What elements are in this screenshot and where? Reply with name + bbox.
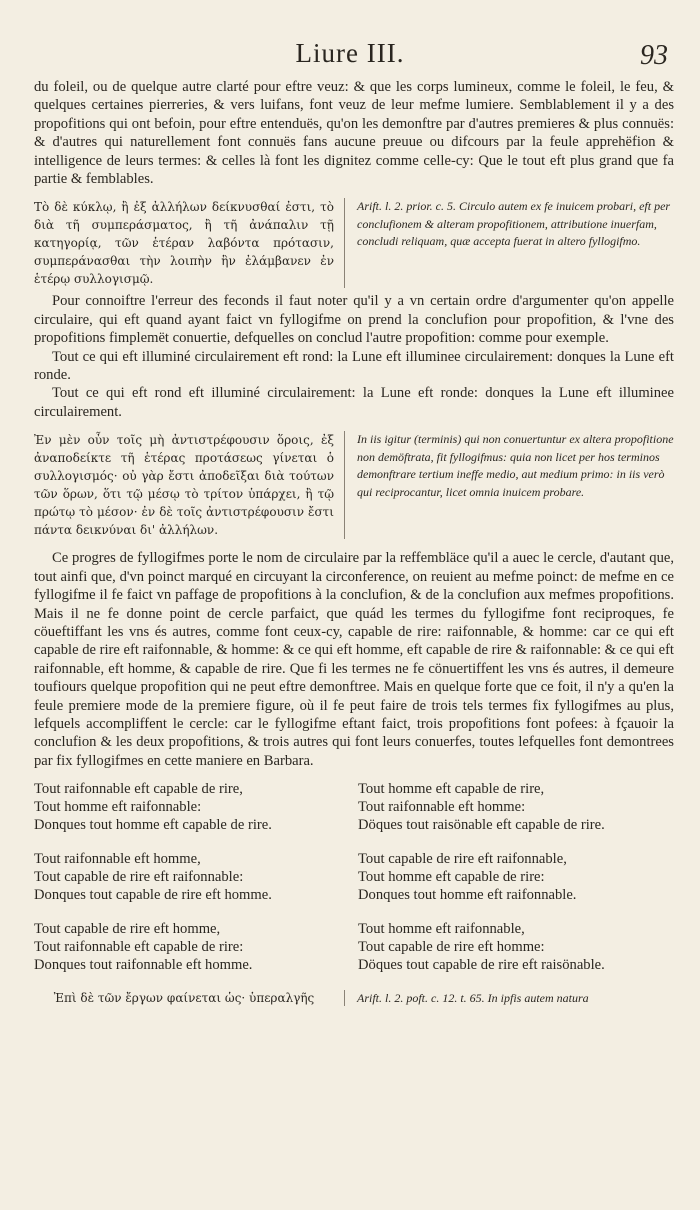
page-number: 93 (640, 40, 668, 71)
syllogism-line: Tout raifonnable eft capable de rire, (34, 781, 243, 798)
paragraph: Tout ce qui eft illuminé circulairement eft rond: la Lune eft illuminee circulairement: donques la Lune eft ronde. (34, 348, 674, 384)
page-header (0, 38, 700, 78)
syllogism-line: Donques tout homme eft capable de rire. (34, 817, 272, 834)
syllogism-left (34, 920, 350, 974)
footer-notes (34, 990, 674, 1006)
latin-citation: Arift. l. 2. prior. c. 5. Circulo autem ex fe inuicem probari, eft per conclufionem & alteram propofitionem, attributione inuerfam, concludi reliquam, quæ accepta fuerat in altero fyllogifmo. (357, 199, 671, 249)
syllogism-line: Tout raifonnable eft capable de rire: (34, 939, 244, 956)
paragraph: Pour connoiftre l'erreur des feconds il faut noter qu'il y a vn certain ordre d'argumenter qu'on appelle circulaire, qui eft quand ayant faict vn fyllogifme on prend la conclufion pour propofition, & l'vne des propofitions fimplemët conuertie, defquelles on conclud l'autre propofition: comme pour exemple. (34, 293, 674, 347)
paragraph: du foleil, ou de quelque autre clarté pour eftre veuz: & que les corps lumineux, comme le foleil, le feu, & quelques certaines pierreries, & vers luifans, font veuz de leur mefme lumiere. Semblablement il y a des propofitions qui ont befoin, pour eftre entenduës, qu'on les demonftre par d'autres premieres & plus connuës: & d'autres qui naturellement font connuës fans aucune preuue ou difcours par la feule apprehëfion & intelligence de leurs termes: & celles là font les dignitez comme celle-cy: Que le tout eft plus grand que fa partie & femblables. (34, 79, 674, 188)
greek-quote: Ἐν μὲν οὖν τοῖς μὴ ἀντιστρέφουσιν ὅροις, ἐξ ἀναποδείκτε τῆ ἑτέρας προτάσεως γίνεται ὁ συλλογισμός· οὐ γὰρ ἔστι ἀποδεῖξαι διὰ τούτων τῶν ὅρων, ὅτι τῷ μέσῳ τὸ τρίτον ὑπάρχει, ἢ τῷ πρώτῳ τὸ μέσον· ἐν δὲ τοῖς ἀντιστρέφουσιν ἔστι πάντα δεικνύναι δι' ἀλλήλων. (34, 431, 345, 539)
quote-block (34, 198, 674, 288)
syllogism-left (34, 780, 350, 834)
latin-footnote: Arift. l. 2. poft. c. 12. t. 65. In ipfis autem natura (357, 991, 589, 1006)
syllogism-line: Tout homme eft raifonnable, (358, 921, 525, 938)
syllogism-line: Donques tout capable de rire eft homme. (34, 887, 272, 904)
quote-block (34, 431, 674, 539)
paragraph: Ce progres de fyllogifmes porte le nom de circulaire par la reffembläce qu'il a auec le cercle, d'autant que, tout ainfi que, d'vn poinct marqué en circuyant la circonference, on reuient au mefme poinct: de mefme en ce fyllogifme il fe faict vn paffage de propofitions à la conclufion, & de la conclufion aux mefmes propofitions. Mais il ne fe donne point de cercle parfaict, que quád les termes du fyllogifme font reciproques, fe cöueftiffant les vns és autres, comme font ceux-cy, capable de rire: raifonnable, & homme: car ce qui eft capable de rire eft raifonnable, & homme: & ce qui eft homme, eft capable de rire & raifonnable: & ce qui eft raifonnable, eft homme, & capable de rire. Que fi les termes ne fe cönuertiffent les vns és autres, il demeure toufiours quelque propofition qui ne peut eftre demonftree. Mais en quelque forte que ce foit, il n'y a qu'en la feule premiere mode de la premiere figure, où il fe peut faire de trois tels termes fix fyllogifmes au plus, lefquels accompliffent le cercle: car le fyllogifme eftant faict, trois propofitions font pofees: à fçauoir la conclufion & les deux propofitions, & trois autres qui font leurs conuerfes, toutes lefquelles font demontrees par fix fyllogifmes en cette maniere en Barbara. (34, 550, 674, 769)
latin-citation: In iis igitur (terminis) qui non conuertuntur ex altera propofitione non demöftrata, fit fyllogifmus: quia non licet per hos terminos demonftrare tertium ineffe medio, aut medium primo: in iis verò qui reciprocantur, licet omnia inuicem probare. (357, 432, 674, 499)
syllogism-row (34, 850, 674, 904)
running-title: Liure III. (295, 38, 405, 68)
syllogism-right (350, 920, 674, 974)
syllogism-line: Tout homme eft raifonnable: (34, 799, 202, 816)
syllogism-line: Döques tout capable de rire eft raisönable. (358, 957, 605, 974)
syllogism-left (34, 850, 350, 904)
greek-quote: Τὸ δὲ κύκλῳ, ἢ ἐξ ἀλλήλων δείκνυσθαί ἐστι, τὸ διὰ τῆ συμπεράσματος, ἢ τῆ ἀνάπαλιν τῇ κατηγορίᾳ, τῶν ἑτέραν λαβόντα πρότασιν, συμπεράνασθαι τὴν λοιπὴν ἣν ἐλάμβανεν ἐν ἑτέρῳ συλλογισμῷ. (34, 198, 345, 288)
syllogism-line: Donques tout raifonnable eft homme. (34, 957, 253, 974)
syllogism-line: Tout capable de rire eft raifonnable, (358, 851, 567, 868)
syllogism-line: Tout capable de rire eft homme: (358, 939, 545, 956)
syllogism-row (34, 780, 674, 834)
syllogism-line: Tout homme eft capable de rire, (358, 781, 545, 798)
page-body (34, 78, 674, 1006)
greek-footnote: Ἐπὶ δὲ τῶν ἔργων φαίνεται ὡς· ὑπεραλγῆς (34, 990, 345, 1006)
syllogism-right (350, 780, 674, 834)
syllogism-row (34, 920, 674, 974)
syllogism-right (350, 850, 674, 904)
paragraph: Tout ce qui eft rond eft illuminé circulairement: la Lune eft ronde: donques la Lune eft illuminee circulairement. (34, 385, 674, 420)
syllogism-line: Tout homme eft capable de rire: (358, 869, 545, 886)
syllogism-line: Donques tout homme eft raifonnable. (358, 887, 577, 904)
syllogism-line: Tout capable de rire eft raifonnable: (34, 869, 244, 886)
syllogism-line: Tout raifonnable eft homme: (358, 799, 526, 816)
syllogism-line: Tout capable de rire eft homme, (34, 921, 221, 938)
syllogism-list (34, 780, 674, 974)
syllogism-line: Döques tout raisönable eft capable de rire. (358, 817, 605, 834)
syllogism-line: Tout raifonnable eft homme, (34, 851, 201, 868)
